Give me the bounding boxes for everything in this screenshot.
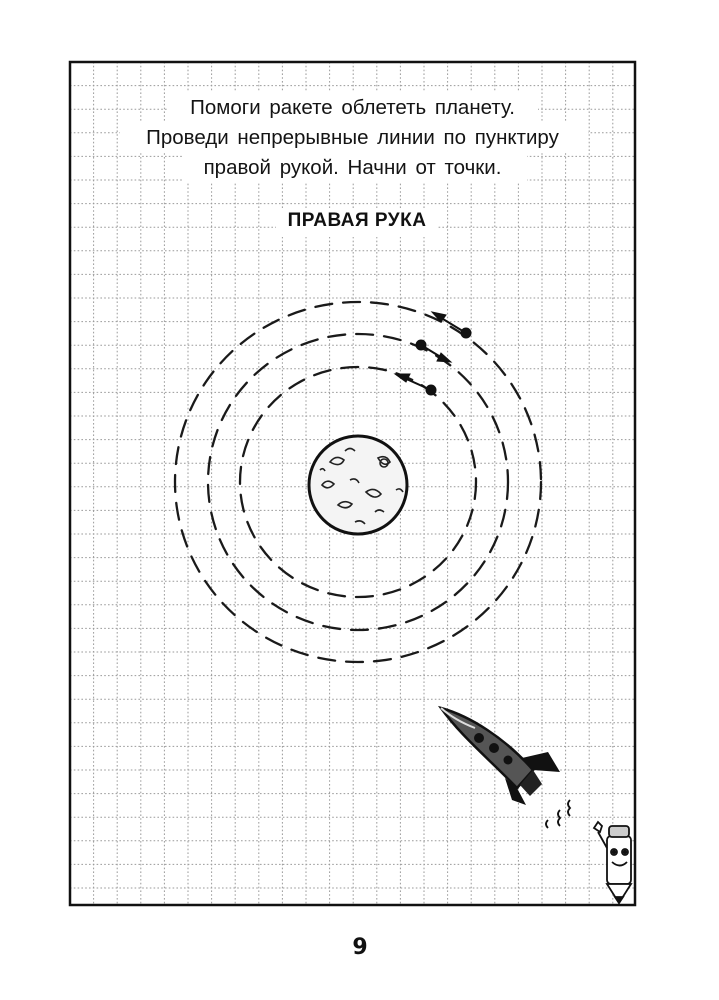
start-dot-arrow-icon[interactable] bbox=[432, 312, 471, 338]
page-number: 9 bbox=[352, 935, 368, 960]
start-dot-arrow-icon[interactable] bbox=[416, 340, 451, 362]
instruction-line-2: Проведи непрерывные линии по пунктиру bbox=[146, 126, 559, 149]
rocket-icon bbox=[441, 708, 570, 828]
exercise-title: ПРАВАЯ РУКА bbox=[287, 210, 427, 231]
start-dot-arrow-icon[interactable] bbox=[395, 374, 436, 395]
start-markers bbox=[395, 312, 471, 395]
pencil-mascot-icon bbox=[594, 822, 631, 903]
instruction-line-1: Помоги ракете облететь планету. bbox=[190, 96, 515, 119]
planet-icon bbox=[309, 436, 407, 534]
instruction-line-3: правой рукой. Начни от точки. bbox=[203, 156, 502, 179]
